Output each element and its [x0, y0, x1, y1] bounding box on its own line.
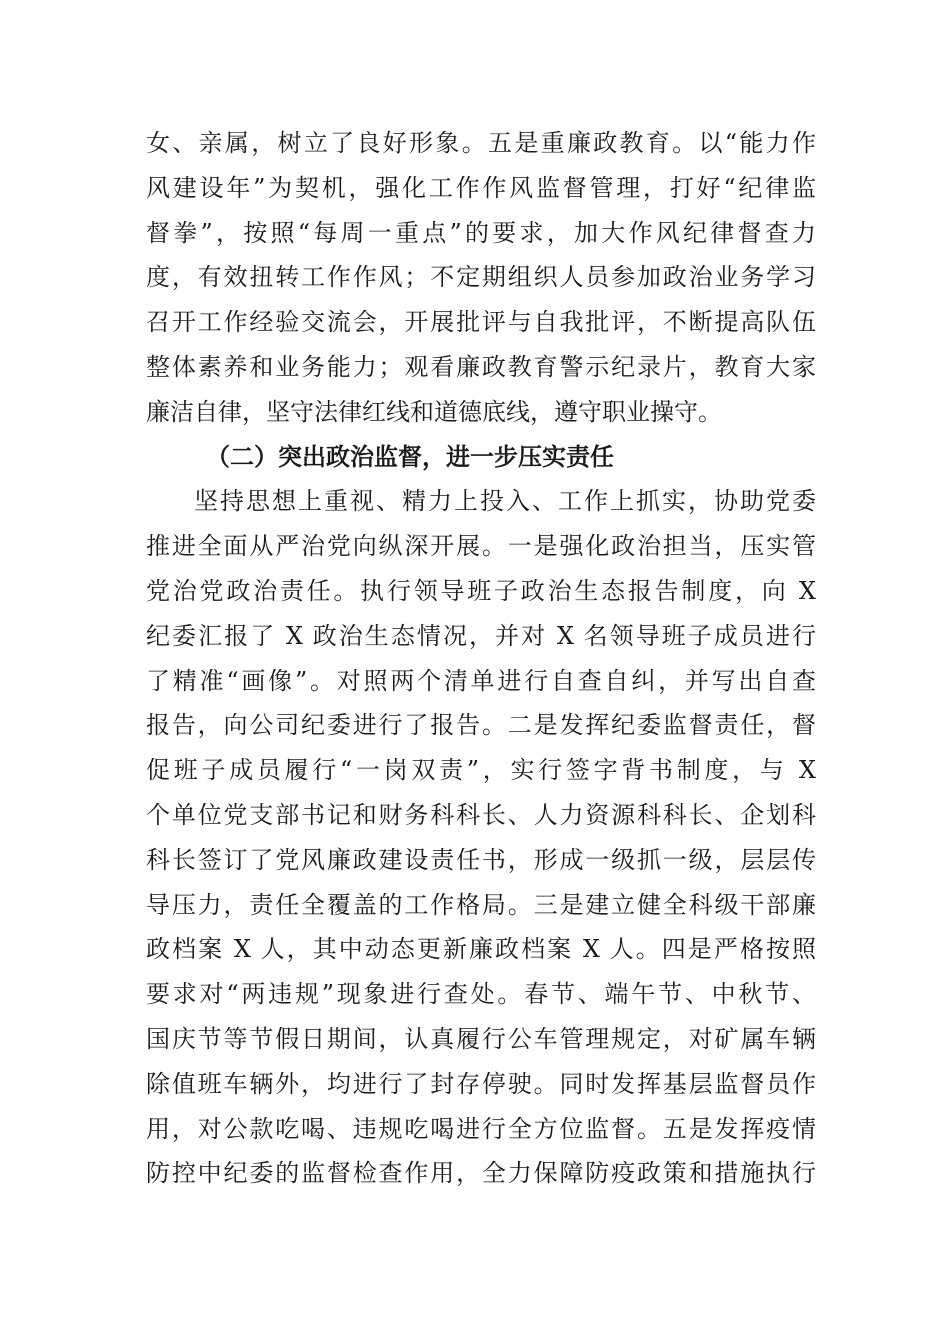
text-line: 了精准“画像”。对照两个清单进行自查自纠，并写出自查 — [146, 666, 816, 695]
text-line: 推进全面从严治党向纵深开展。一是强化政治担当，压实管 — [146, 532, 816, 561]
text-line: 除值班车辆外，均进行了封存停驶。同时发挥基层监督员作 — [146, 1069, 816, 1098]
text-line: 用，对公款吃喝、违规吃喝进行全方位监督。五是发挥疫情 — [146, 1114, 816, 1143]
text-line: 召开工作经验交流会，开展批评与自我批评，不断提高队伍 — [146, 308, 816, 337]
section-heading: （二）突出政治监督，进一步压实责任 — [206, 441, 614, 471]
body-text — [146, 121, 816, 1196]
text-line: 促班子成员履行“一岗双责”，实行签字背书制度，与 X — [146, 756, 816, 785]
text-line: 个单位党支部书记和财务科科长、人力资源科科长、企划科 — [146, 800, 816, 829]
text-line: 整体素养和业务能力；观看廉政教育警示纪录片，教育大家 — [146, 352, 816, 381]
text-line: 政档案 X 人，其中动态更新廉政档案 X 人。四是严格按照 — [146, 935, 816, 964]
text-line: 女、亲属，树立了良好形象。五是重廉政教育。以“能力作 — [146, 129, 816, 157]
text-line: 督拳”，按照“每周一重点”的要求，加大作风纪律督查力 — [146, 218, 816, 247]
text-line: 党治党政治责任。执行领导班子政治生态报告制度，向 X — [146, 576, 816, 605]
text-line: 风建设年”为契机，强化工作作风监督管理，打好“纪律监 — [146, 173, 816, 202]
text-line: 要求对“两违规”现象进行查处。春节、端午节、中秋节、 — [146, 980, 816, 1009]
text-line: 纪委汇报了 X 政治生态情况，并对 X 名领导班子成员进行 — [146, 621, 816, 650]
text-line: 度，有效扭转工作作风；不定期组织人员参加政治业务学习 — [146, 263, 816, 292]
text-line: 导压力，责任全覆盖的工作格局。三是建立健全科级干部廉 — [146, 890, 816, 919]
text-line: 防控中纪委的监督检查作用，全力保障防疫政策和措施执行 — [146, 1159, 816, 1188]
text-line: 国庆节等节假日期间，认真履行公车管理规定，对矿属车辆 — [146, 1024, 816, 1053]
paragraph-end-line: 廉洁自律，坚守法律红线和道德底线，遵守职业操守。 — [146, 397, 722, 426]
text-line: 报告，向公司纪委进行了报告。二是发挥纪委监督责任，督 — [146, 711, 816, 740]
paragraph-first-line: 坚持思想上重视、精力上投入、工作上抓实，协助党委 — [194, 487, 816, 516]
text-line: 科长签订了党风廉政建设责任书，形成一级抓一级，层层传 — [146, 845, 816, 874]
